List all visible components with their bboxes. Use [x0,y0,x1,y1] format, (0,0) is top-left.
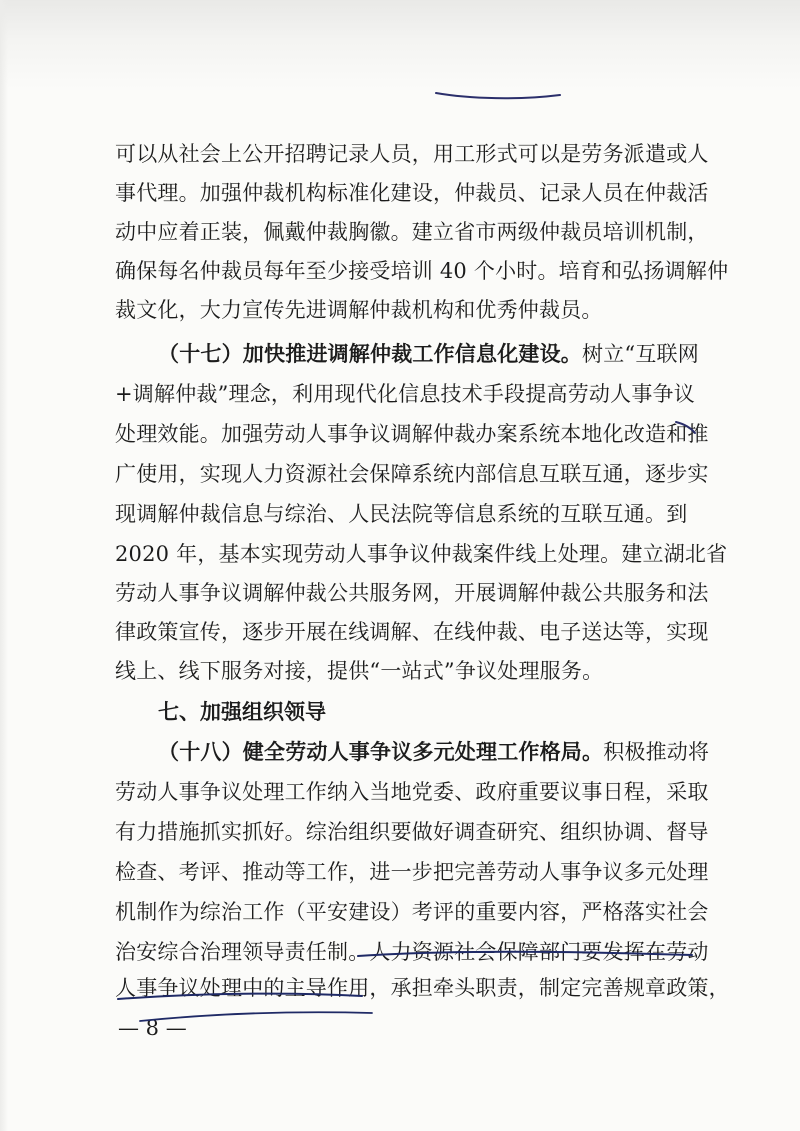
body-line: 事代理。加强仲裁机构标准化建设，仲裁员、记录人员在仲裁活 [115,181,709,205]
body-line: 动中应着正装，佩戴仲裁胸徽。建立省市两级仲裁员培训机制， [115,220,709,244]
scan-shadow [0,0,800,90]
body-line: 人事争议处理中的主导作用，承担牵头职责，制定完善规章政策， [115,976,730,1000]
body-line: 广使用，实现人力资源社会保障系统内部信息互联互通，逐步实 [115,462,709,486]
body-line: 劳动人事争议处理工作纳入当地党委、政府重要议事日程，采取 [115,780,709,804]
paragraph-17-first-line [158,334,699,374]
page-number: — 8 — [118,1016,187,1040]
pen-stroke-top [436,93,560,98]
body-line: 有力措施抓实抓好。综治组织要做好调查研究、组织协调、督导 [115,820,709,844]
section-heading: 七、加强组织领导 [158,700,326,724]
body-line: 现调解仲裁信息与综治、人民法院等信息系统的互联互通。到 [115,502,688,526]
body-line: 2020 年，基本实现劳动人事争议仲裁案件线上处理。建立湖北省 [115,542,728,566]
paragraph-18-first-line [158,732,710,772]
body-line: 治安综合治理领导责任制。人力资源社会保障部门要发挥在劳动 [115,940,709,964]
paragraph-17-title: （十七）加快推进调解仲裁工作信息化建设。 [158,341,582,366]
paragraph-18-text: 积极推动将 [603,740,710,764]
body-line: 机制作为综治工作（平安建设）考评的重要内容，严格落实社会 [115,900,709,924]
body-line: 线上、线下服务对接，提供“一站式”争议处理服务。 [115,659,604,683]
body-line: +调解仲裁”理念，利用现代化信息技术手段提高劳动人事争议 [115,382,695,406]
body-line: 处理效能。加强劳动人事争议调解仲裁办案系统本地化改造和推 [115,422,709,446]
paragraph-18-title: （十八）健全劳动人事争议多元处理工作格局。 [158,739,604,764]
body-line: 检查、考评、推动等工作，进一步把完善劳动人事争议多元处理 [115,860,709,884]
body-line: 确保每名仲裁员每年至少接受培训 40 个小时。培育和弘扬调解仲 [115,259,729,283]
body-line: 裁文化，大力宣传先进调解仲裁机构和优秀仲裁员。 [115,298,603,322]
body-line: 可以从社会上公开招聘记录人员，用工形式可以是劳务派遣或人 [115,142,709,166]
body-line: 律政策宣传，逐步开展在线调解、在线仲裁、电子送达等，实现 [115,620,709,644]
body-line: 劳动人事争议调解仲裁公共服务网，开展调解仲裁公共服务和法 [115,581,709,605]
scan-edge [0,0,8,1131]
paragraph-17-text: 树立“互联网 [582,342,699,366]
